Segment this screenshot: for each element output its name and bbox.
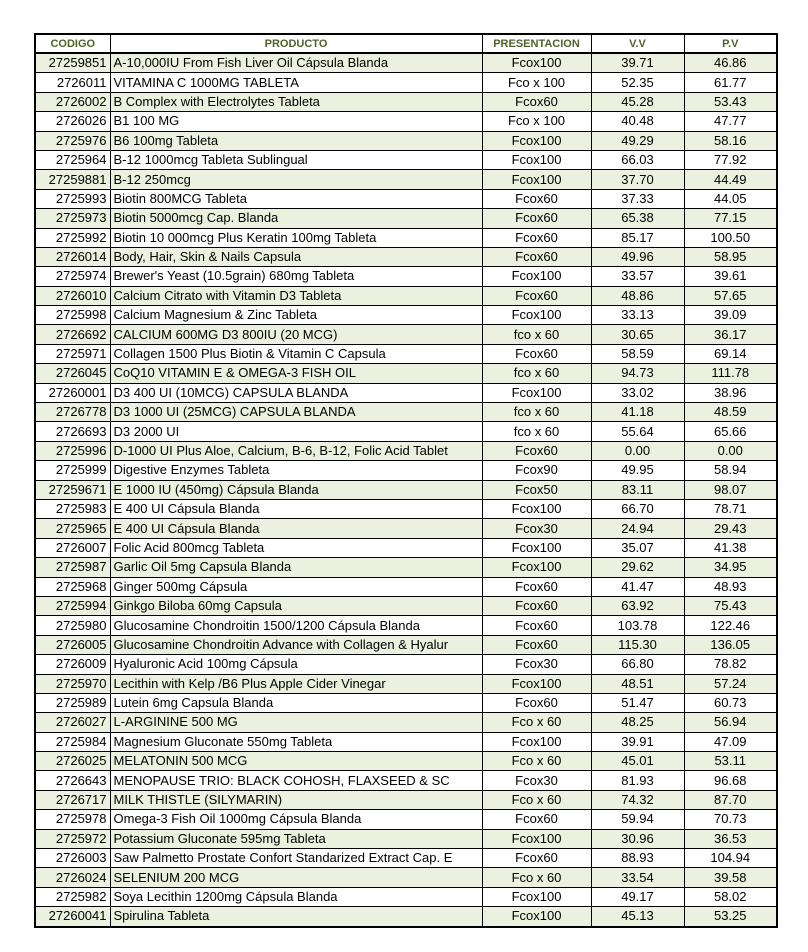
cell-presentacion: Fcox90 <box>482 461 591 480</box>
cell-pv: 47.09 <box>684 732 777 751</box>
cell-codigo: 2726045 <box>35 364 110 383</box>
cell-producto: D-1000 UI Plus Aloe, Calcium, B-6, B-12, Folic Acid Tablet <box>110 441 482 460</box>
cell-codigo: 2726024 <box>35 868 110 887</box>
cell-producto: Brewer's Yeast (10.5grain) 680mg Tableta <box>110 267 482 286</box>
cell-codigo: 2725980 <box>35 616 110 635</box>
cell-codigo: 2726717 <box>35 790 110 809</box>
cell-pv: 46.86 <box>684 53 777 73</box>
cell-presentacion: Fcox100 <box>482 907 591 927</box>
cell-vv: 88.93 <box>591 849 684 868</box>
cell-codigo: 2725974 <box>35 267 110 286</box>
cell-producto: B6 100mg Tableta <box>110 131 482 150</box>
cell-producto: Glucosamine Chondroitin 1500/1200 Cápsula Blanda <box>110 616 482 635</box>
cell-pv: 38.96 <box>684 383 777 402</box>
cell-producto: E 400 UI Cápsula Blanda <box>110 519 482 538</box>
cell-vv: 103.78 <box>591 616 684 635</box>
cell-presentacion: Fcox30 <box>482 771 591 790</box>
cell-presentacion: Fcox60 <box>482 92 591 111</box>
table-row <box>35 325 777 344</box>
cell-vv: 35.07 <box>591 538 684 557</box>
cell-pv: 44.05 <box>684 189 777 208</box>
cell-presentacion: Fco x 100 <box>482 112 591 131</box>
table-row <box>35 286 777 305</box>
cell-vv: 45.13 <box>591 907 684 927</box>
cell-codigo: 2725965 <box>35 519 110 538</box>
cell-codigo: 2726007 <box>35 538 110 557</box>
cell-producto: Magnesium Gluconate 550mg Tableta <box>110 732 482 751</box>
cell-producto: Omega-3 Fish Oil 1000mg Cápsula Blanda <box>110 810 482 829</box>
cell-presentacion: Fcox60 <box>482 810 591 829</box>
header-presentacion: PRESENTACION <box>482 34 591 53</box>
cell-producto: L-ARGININE 500 MG <box>110 713 482 732</box>
header-pv: P.V <box>684 34 777 53</box>
cell-pv: 29.43 <box>684 519 777 538</box>
cell-producto: B1 100 MG <box>110 112 482 131</box>
cell-pv: 87.70 <box>684 790 777 809</box>
cell-vv: 39.71 <box>591 53 684 73</box>
cell-presentacion: Fcox60 <box>482 635 591 654</box>
cell-producto: Collagen 1500 Plus Biotin & Vitamin C Capsula <box>110 344 482 363</box>
cell-producto: Biotin 10 000mcg Plus Keratin 100mg Tableta <box>110 228 482 247</box>
cell-presentacion: Fcox100 <box>482 674 591 693</box>
cell-pv: 39.58 <box>684 868 777 887</box>
cell-pv: 70.73 <box>684 810 777 829</box>
table-row <box>35 73 777 92</box>
cell-producto: Folic Acid 800mcg Tableta <box>110 538 482 557</box>
cell-presentacion: Fcox60 <box>482 209 591 228</box>
cell-pv: 65.66 <box>684 422 777 441</box>
header-codigo: CODIGO <box>35 34 110 53</box>
table-row <box>35 53 777 73</box>
cell-vv: 65.38 <box>591 209 684 228</box>
cell-vv: 81.93 <box>591 771 684 790</box>
table-row <box>35 616 777 635</box>
header-row <box>35 34 777 53</box>
cell-presentacion: fco x 60 <box>482 325 591 344</box>
cell-pv: 75.43 <box>684 596 777 615</box>
cell-vv: 33.57 <box>591 267 684 286</box>
cell-codigo: 2726010 <box>35 286 110 305</box>
cell-presentacion: Fcox100 <box>482 887 591 906</box>
table-row <box>35 713 777 732</box>
cell-codigo: 2725987 <box>35 558 110 577</box>
cell-pv: 58.02 <box>684 887 777 906</box>
table-row <box>35 150 777 169</box>
cell-pv: 0.00 <box>684 441 777 460</box>
table-row <box>35 306 777 325</box>
cell-vv: 49.29 <box>591 131 684 150</box>
cell-vv: 85.17 <box>591 228 684 247</box>
cell-producto: A-10,000IU From Fish Liver Oil Cápsula Blanda <box>110 53 482 73</box>
cell-presentacion: Fco x 60 <box>482 752 591 771</box>
cell-presentacion: fco x 60 <box>482 403 591 422</box>
cell-vv: 59.94 <box>591 810 684 829</box>
cell-producto: VITAMINA C 1000MG TABLETA <box>110 73 482 92</box>
cell-presentacion: fco x 60 <box>482 364 591 383</box>
cell-vv: 48.51 <box>591 674 684 693</box>
cell-codigo: 2725984 <box>35 732 110 751</box>
cell-presentacion: Fco x 100 <box>482 73 591 92</box>
cell-presentacion: Fcox50 <box>482 480 591 499</box>
cell-codigo: 2725972 <box>35 829 110 848</box>
cell-presentacion: Fcox60 <box>482 441 591 460</box>
table-row <box>35 752 777 771</box>
cell-vv: 94.73 <box>591 364 684 383</box>
table-row <box>35 383 777 402</box>
cell-producto: Garlic Oil 5mg Capsula Blanda <box>110 558 482 577</box>
cell-codigo: 2725993 <box>35 189 110 208</box>
cell-producto: Glucosamine Chondroitin Advance with Collagen & Hyalur <box>110 635 482 654</box>
cell-pv: 44.49 <box>684 170 777 189</box>
table-row <box>35 189 777 208</box>
cell-codigo: 2726693 <box>35 422 110 441</box>
cell-vv: 24.94 <box>591 519 684 538</box>
cell-codigo: 2725998 <box>35 306 110 325</box>
table-row <box>35 422 777 441</box>
cell-vv: 63.92 <box>591 596 684 615</box>
cell-vv: 48.86 <box>591 286 684 305</box>
cell-presentacion: Fcox100 <box>482 131 591 150</box>
cell-pv: 100.50 <box>684 228 777 247</box>
table-row <box>35 267 777 286</box>
cell-pv: 47.77 <box>684 112 777 131</box>
cell-vv: 51.47 <box>591 693 684 712</box>
cell-codigo: 2725999 <box>35 461 110 480</box>
cell-pv: 96.68 <box>684 771 777 790</box>
table-row <box>35 170 777 189</box>
cell-producto: MENOPAUSE TRIO: BLACK COHOSH, FLAXSEED & SC <box>110 771 482 790</box>
table-row <box>35 868 777 887</box>
cell-producto: Spirulina Tableta <box>110 907 482 927</box>
header-vv: V.V <box>591 34 684 53</box>
cell-pv: 53.43 <box>684 92 777 111</box>
cell-pv: 53.25 <box>684 907 777 927</box>
table-row <box>35 247 777 266</box>
table-row <box>35 558 777 577</box>
cell-vv: 66.03 <box>591 150 684 169</box>
cell-vv: 37.33 <box>591 189 684 208</box>
header-producto: PRODUCTO <box>110 34 482 53</box>
cell-codigo: 2725970 <box>35 674 110 693</box>
cell-presentacion: Fcox60 <box>482 189 591 208</box>
table-row <box>35 810 777 829</box>
cell-pv: 41.38 <box>684 538 777 557</box>
cell-codigo: 2726011 <box>35 73 110 92</box>
cell-presentacion: Fco x 60 <box>482 868 591 887</box>
cell-vv: 0.00 <box>591 441 684 460</box>
table-row <box>35 655 777 674</box>
cell-presentacion: Fcox60 <box>482 849 591 868</box>
table-row <box>35 403 777 422</box>
table-row <box>35 674 777 693</box>
cell-vv: 30.96 <box>591 829 684 848</box>
cell-producto: Biotin 5000mcg Cap. Blanda <box>110 209 482 228</box>
table-row <box>35 461 777 480</box>
cell-presentacion: Fcox100 <box>482 499 591 518</box>
cell-codigo: 2725971 <box>35 344 110 363</box>
cell-presentacion: Fcox60 <box>482 286 591 305</box>
cell-vv: 66.70 <box>591 499 684 518</box>
cell-pv: 57.24 <box>684 674 777 693</box>
cell-vv: 115.30 <box>591 635 684 654</box>
cell-codigo: 2725996 <box>35 441 110 460</box>
cell-producto: Ginkgo Biloba 60mg Capsula <box>110 596 482 615</box>
cell-producto: Ginger 500mg Cápsula <box>110 577 482 596</box>
cell-presentacion: Fcox100 <box>482 306 591 325</box>
cell-codigo: 2725994 <box>35 596 110 615</box>
cell-vv: 66.80 <box>591 655 684 674</box>
cell-vv: 33.13 <box>591 306 684 325</box>
cell-pv: 77.15 <box>684 209 777 228</box>
cell-producto: D3 1000 UI (25MCG) CAPSULA BLANDA <box>110 403 482 422</box>
cell-codigo: 2725983 <box>35 499 110 518</box>
cell-vv: 41.47 <box>591 577 684 596</box>
cell-presentacion: Fcox60 <box>482 344 591 363</box>
cell-producto: Calcium Citrato with Vitamin D3 Tableta <box>110 286 482 305</box>
cell-vv: 48.25 <box>591 713 684 732</box>
table-row <box>35 829 777 848</box>
cell-pv: 39.09 <box>684 306 777 325</box>
cell-pv: 104.94 <box>684 849 777 868</box>
cell-vv: 49.17 <box>591 887 684 906</box>
cell-pv: 78.82 <box>684 655 777 674</box>
cell-pv: 136.05 <box>684 635 777 654</box>
cell-producto: Calcium Magnesium & Zinc Tableta <box>110 306 482 325</box>
cell-codigo: 2726003 <box>35 849 110 868</box>
table-row <box>35 907 777 927</box>
table-row <box>35 849 777 868</box>
cell-producto: MELATONIN 500 MCG <box>110 752 482 771</box>
cell-codigo: 2726009 <box>35 655 110 674</box>
cell-vv: 33.54 <box>591 868 684 887</box>
cell-producto: Saw Palmetto Prostate Confort Standarized Extract Cap. E <box>110 849 482 868</box>
cell-vv: 37.70 <box>591 170 684 189</box>
table-row <box>35 209 777 228</box>
cell-producto: Biotin 800MCG Tableta <box>110 189 482 208</box>
cell-pv: 78.71 <box>684 499 777 518</box>
cell-pv: 36.53 <box>684 829 777 848</box>
cell-vv: 30.65 <box>591 325 684 344</box>
cell-vv: 58.59 <box>591 344 684 363</box>
cell-producto: D3 400 UI (10MCG) CAPSULA BLANDA <box>110 383 482 402</box>
cell-codigo: 2726778 <box>35 403 110 422</box>
cell-producto: E 400 UI Cápsula Blanda <box>110 499 482 518</box>
table-row <box>35 693 777 712</box>
cell-pv: 36.17 <box>684 325 777 344</box>
cell-codigo: 2726643 <box>35 771 110 790</box>
cell-presentacion: Fcox100 <box>482 538 591 557</box>
cell-presentacion: Fcox60 <box>482 616 591 635</box>
table-row <box>35 480 777 499</box>
cell-pv: 61.77 <box>684 73 777 92</box>
cell-pv: 98.07 <box>684 480 777 499</box>
cell-vv: 40.48 <box>591 112 684 131</box>
cell-producto: B-12 250mcg <box>110 170 482 189</box>
cell-presentacion: Fcox100 <box>482 150 591 169</box>
cell-codigo: 2726002 <box>35 92 110 111</box>
cell-presentacion: Fcox100 <box>482 170 591 189</box>
cell-pv: 48.59 <box>684 403 777 422</box>
cell-codigo: 2726005 <box>35 635 110 654</box>
cell-vv: 45.28 <box>591 92 684 111</box>
cell-pv: 122.46 <box>684 616 777 635</box>
cell-vv: 49.96 <box>591 247 684 266</box>
cell-producto: SELENIUM 200 MCG <box>110 868 482 887</box>
table-row <box>35 771 777 790</box>
cell-codigo: 2726014 <box>35 247 110 266</box>
table-row <box>35 635 777 654</box>
cell-codigo: 27259881 <box>35 170 110 189</box>
cell-codigo: 2725982 <box>35 887 110 906</box>
cell-presentacion: Fcox30 <box>482 519 591 538</box>
cell-presentacion: Fcox100 <box>482 267 591 286</box>
table-row <box>35 887 777 906</box>
cell-codigo: 2725978 <box>35 810 110 829</box>
cell-producto: Body, Hair, Skin & Nails Capsula <box>110 247 482 266</box>
cell-vv: 55.64 <box>591 422 684 441</box>
table-row <box>35 228 777 247</box>
table-row <box>35 732 777 751</box>
table-row <box>35 519 777 538</box>
cell-codigo: 2725973 <box>35 209 110 228</box>
cell-producto: Soya Lecithin 1200mg Cápsula Blanda <box>110 887 482 906</box>
table-row <box>35 92 777 111</box>
cell-producto: Potassium Gluconate 595mg Tableta <box>110 829 482 848</box>
cell-presentacion: Fcox60 <box>482 247 591 266</box>
cell-presentacion: Fcox100 <box>482 829 591 848</box>
cell-vv: 33.02 <box>591 383 684 402</box>
cell-producto: E 1000 IU (450mg) Cápsula Blanda <box>110 480 482 499</box>
cell-presentacion: Fcox60 <box>482 228 591 247</box>
cell-codigo: 2725968 <box>35 577 110 596</box>
table-row <box>35 131 777 150</box>
cell-codigo: 27260041 <box>35 907 110 927</box>
cell-vv: 83.11 <box>591 480 684 499</box>
cell-codigo: 2725976 <box>35 131 110 150</box>
cell-pv: 60.73 <box>684 693 777 712</box>
cell-pv: 58.94 <box>684 461 777 480</box>
cell-pv: 58.16 <box>684 131 777 150</box>
cell-pv: 53.11 <box>684 752 777 771</box>
cell-presentacion: Fco x 60 <box>482 713 591 732</box>
cell-producto: Lutein 6mg Capsula Blanda <box>110 693 482 712</box>
cell-codigo: 2725964 <box>35 150 110 169</box>
cell-presentacion: Fcox100 <box>482 558 591 577</box>
table-row <box>35 538 777 557</box>
cell-producto: B-12 1000mcg Tableta Sublingual <box>110 150 482 169</box>
cell-presentacion: Fcox60 <box>482 596 591 615</box>
cell-codigo: 2725989 <box>35 693 110 712</box>
cell-producto: CoQ10 VITAMIN E & OMEGA-3 FISH OIL <box>110 364 482 383</box>
cell-producto: Digestive Enzymes Tableta <box>110 461 482 480</box>
cell-pv: 56.94 <box>684 713 777 732</box>
table-row <box>35 790 777 809</box>
cell-presentacion: fco x 60 <box>482 422 591 441</box>
cell-pv: 77.92 <box>684 150 777 169</box>
cell-codigo: 2726025 <box>35 752 110 771</box>
cell-codigo: 27259671 <box>35 480 110 499</box>
cell-presentacion: Fco x 60 <box>482 790 591 809</box>
table-row <box>35 364 777 383</box>
table-row <box>35 344 777 363</box>
cell-pv: 39.61 <box>684 267 777 286</box>
cell-vv: 74.32 <box>591 790 684 809</box>
cell-pv: 48.93 <box>684 577 777 596</box>
cell-vv: 45.01 <box>591 752 684 771</box>
cell-presentacion: Fcox30 <box>482 655 591 674</box>
cell-vv: 41.18 <box>591 403 684 422</box>
cell-producto: B Complex with Electrolytes Tableta <box>110 92 482 111</box>
cell-vv: 52.35 <box>591 73 684 92</box>
cell-codigo: 2725992 <box>35 228 110 247</box>
cell-producto: Lecithin with Kelp /B6 Plus Apple Cider Vinegar <box>110 674 482 693</box>
cell-pv: 111.78 <box>684 364 777 383</box>
table-row <box>35 441 777 460</box>
cell-producto: CALCIUM 600MG D3 800IU (20 MCG) <box>110 325 482 344</box>
cell-codigo: 27259851 <box>35 53 110 73</box>
cell-pv: 34.95 <box>684 558 777 577</box>
cell-presentacion: Fcox100 <box>482 53 591 73</box>
cell-producto: MILK THISTLE (SILYMARIN) <box>110 790 482 809</box>
cell-pv: 69.14 <box>684 344 777 363</box>
cell-presentacion: Fcox60 <box>482 577 591 596</box>
table-row <box>35 112 777 131</box>
cell-presentacion: Fcox100 <box>482 732 591 751</box>
cell-presentacion: Fcox100 <box>482 383 591 402</box>
cell-codigo: 2726027 <box>35 713 110 732</box>
cell-vv: 29.62 <box>591 558 684 577</box>
cell-producto: Hyaluronic Acid 100mg Cápsula <box>110 655 482 674</box>
cell-producto: D3 2000 UI <box>110 422 482 441</box>
price-table <box>34 33 778 928</box>
cell-pv: 58.95 <box>684 247 777 266</box>
cell-codigo: 2726692 <box>35 325 110 344</box>
table-row <box>35 577 777 596</box>
price-list-sheet <box>34 33 778 928</box>
cell-pv: 57.65 <box>684 286 777 305</box>
cell-vv: 39.91 <box>591 732 684 751</box>
cell-codigo: 2726026 <box>35 112 110 131</box>
table-row <box>35 596 777 615</box>
cell-vv: 49.95 <box>591 461 684 480</box>
cell-presentacion: Fcox60 <box>482 693 591 712</box>
table-row <box>35 499 777 518</box>
cell-codigo: 27260001 <box>35 383 110 402</box>
